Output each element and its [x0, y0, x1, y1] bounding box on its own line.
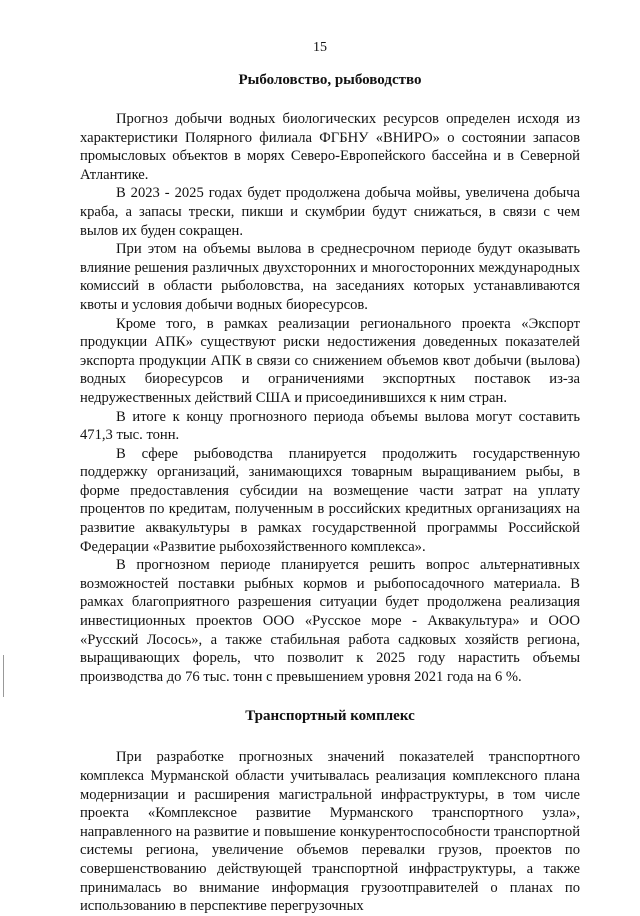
paragraph: В 2023 - 2025 годах будет продолжена добыча мойвы, увеличена добыча краба, а запасы трески, пикши и скумбрии будут снижаться, в связи с чем вылов их буден сокращен.: [80, 185, 580, 239]
paragraph: При разработке прогнозных значений показателей транспортного комплекса Мурманской области учитывалась реализация комплексного плана модернизации и расширения магистральной инфраструктуры, в том числе проекта «Комплексное развитие Мурманского транспортного узла», направленного на развитие и повышение конкурентоспособности транспортной системы региона, увеличение объемов перевалки грузов, проектов по совершенствованию действующей транспортной инфраструктуры, а также принималась во внимание информация грузоотправителей о планах по использованию в перспективе перегрузочных: [80, 749, 580, 915]
paragraph: В итоге к концу прогнозного периода объемы вылова могут составить 471,3 тыс. тонн.: [80, 408, 580, 444]
page-number: 15: [313, 40, 327, 55]
paragraph: Кроме того, в рамках реализации регионального проекта «Экспорт продукции АПК» существуют риски недостижения доведенных показателей экспорта продукции АПК в связи со снижением объемов квот добычи (вылова) водных биоресурсов и ограничениями экспортных поставок из-за недружественных действий США и присоединившихся к ним стран.: [80, 315, 580, 406]
paragraph: В прогнозном периоде планируется решить вопрос альтернативных возможностей поставки рыбных кормов и рыбопосадочного материала. В рамках благоприятного разрешения ситуации будет продолжена реализация инвестиционных проектов ООО «Русское море - Аквакультура» и ООО «Русский Лосось», а также стабильная работа садковых хозяйств региона, выращивающих форель, что позволит к 2025 году нарастить объемы производства до 76 тыс. тонн с превышением уровня 2021 года на 6 %.: [80, 557, 580, 685]
page-content: [80, 70, 580, 916]
section-title-transport: Транспортный комплекс: [245, 708, 415, 725]
scan-edge-mark: [3, 655, 4, 697]
section-title-fishery: Рыболовство, рыбоводство: [238, 72, 422, 88]
paragraph: В сфере рыбоводства планируется продолжить государственную поддержку организаций, занимающихся товарным выращиванием рыбы, в форме предоставления субсидии на возмещение части затрат на уплату процентов по кредитам, полученным в российских кредитных организациях на развитие аквакультуры в рамках государственной программы Российской Федерации «Развитие рыбохозяйственного комплекса».: [80, 445, 580, 555]
paragraph: При этом на объемы вылова в среднесрочном периоде будут оказывать влияние решения различных двухсторонних и многосторонних международных комиссий в области рыболовства, на заседаниях которых устанавливаются квоты и условия добычи водных биоресурсов.: [80, 241, 580, 313]
paragraph: Прогноз добычи водных биологических ресурсов определен исходя из характеристики Полярного филиала ФГБНУ «ВНИРО» о состоянии запасов промысловых объектов в морях Северо-Европейского бассейна и в Северной Атлантике.: [80, 111, 580, 183]
